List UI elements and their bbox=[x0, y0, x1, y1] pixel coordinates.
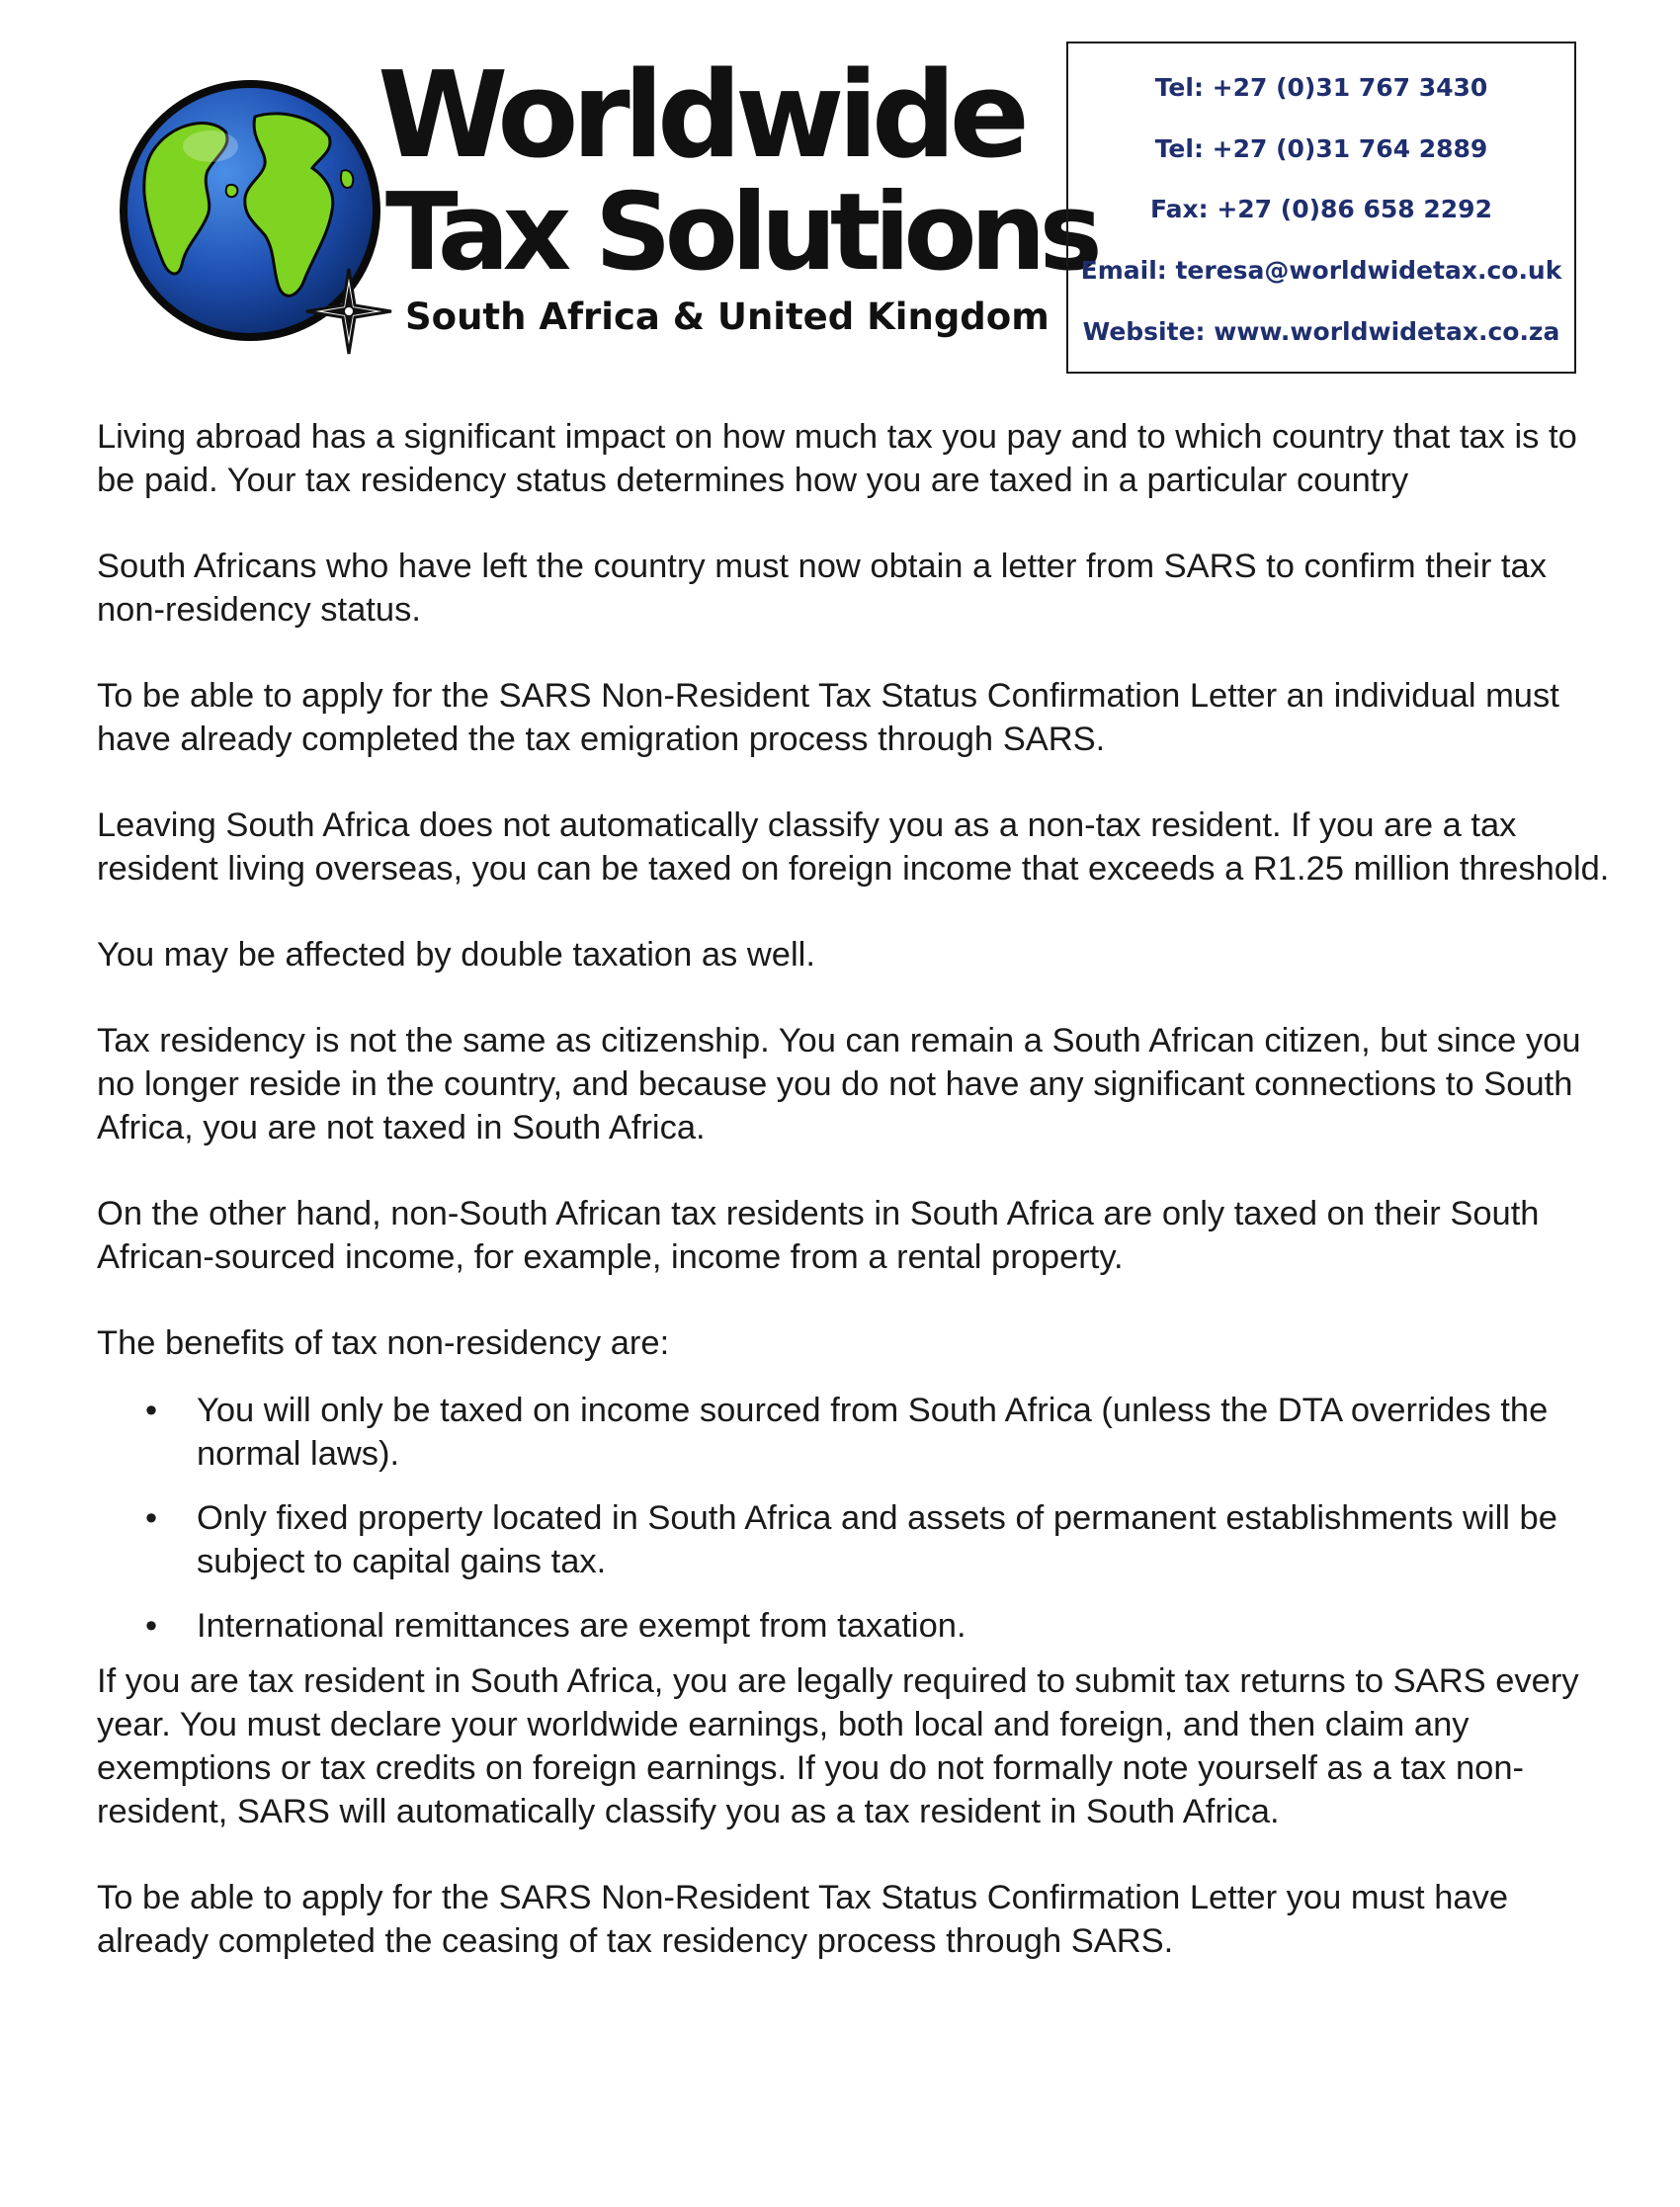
contact-email[interactable]: Email: teresa@worldwidetax.co.uk bbox=[1080, 256, 1562, 286]
paragraph-8: The benefits of tax non-residency are: bbox=[97, 1324, 670, 1362]
contact-fax: Fax: +27 (0)86 658 2292 bbox=[1150, 195, 1492, 224]
company-logo bbox=[117, 47, 1096, 356]
paragraph-5: You may be affected by double taxation as well. bbox=[97, 936, 815, 974]
paragraph-4: Leaving South Africa does not automatically classify you as a non-tax resident. If you are a tax resident living overseas, you can be taxed on foreign income that exceeds a R1.25 million threshold. bbox=[97, 806, 1610, 888]
contact-tel-2: Tel: +27 (0)31 764 2889 bbox=[1154, 133, 1488, 163]
paragraph-9: If you are tax resident in South Africa, you are legally required to submit tax returns to SARS every year. You must declare your worldwide earnings, both local and foreign, and then claim any exemptions or tax credits on foreign earnings. If you do not formally note yourself as a tax non-resident, SARS will automatically classify you as a tax resident in South Africa. bbox=[97, 1662, 1579, 1830]
list-item: • International remittances are exempt from taxation. bbox=[197, 1604, 1619, 1648]
document-body bbox=[97, 415, 1619, 2005]
paragraph-2: South Africans who have left the country must now obtain a letter from SARS to confirm their tax non-residency status. bbox=[97, 548, 1547, 629]
contact-website[interactable]: Website: www.worldwidetax.co.za bbox=[1082, 316, 1560, 346]
contact-tel-1: Tel: +27 (0)31 767 3430 bbox=[1154, 73, 1488, 103]
paragraph-10: To be able to apply for the SARS Non-Resident Tax Status Confirmation Letter you must have already completed the ceasing of tax residency process through SARS. bbox=[97, 1879, 1509, 1960]
paragraph-3: To be able to apply for the SARS Non-Resident Tax Status Confirmation Letter an individual must have already completed the tax emigration process through SARS. bbox=[97, 677, 1559, 758]
brand-name-line2: Tax Solutions bbox=[385, 171, 1096, 295]
paragraph-6: Tax residency is not the same as citizenship. You can remain a South African citizen, but since you no longer reside in the country, and because you do not have any significant connections to South Africa, you are not taxed in South Africa. bbox=[97, 1022, 1581, 1146]
contact-info-box bbox=[1066, 42, 1576, 374]
paragraph-7: On the other hand, non-South African tax residents in South Africa are only taxed on their South African-sourced income, for example, income from a rental property. bbox=[97, 1195, 1540, 1276]
list-item: • You will only be taxed on income sourced from South Africa (unless the DTA overrides the normal laws). bbox=[197, 1389, 1619, 1476]
benefits-list bbox=[97, 1389, 1619, 1648]
brand-tagline: South Africa & United Kingdom bbox=[405, 296, 1050, 338]
list-item: • Only fixed property located in South Africa and assets of permanent establishments will be subject to capital gains tax. bbox=[197, 1496, 1619, 1583]
paragraph-1: Living abroad has a significant impact on how much tax you pay and to which country that tax is to be paid. Your tax residency status determines how you are taxed in a particular country bbox=[97, 418, 1577, 499]
brand-name-line1: Worldwide bbox=[378, 47, 1024, 185]
compass-rose-icon bbox=[304, 267, 393, 356]
